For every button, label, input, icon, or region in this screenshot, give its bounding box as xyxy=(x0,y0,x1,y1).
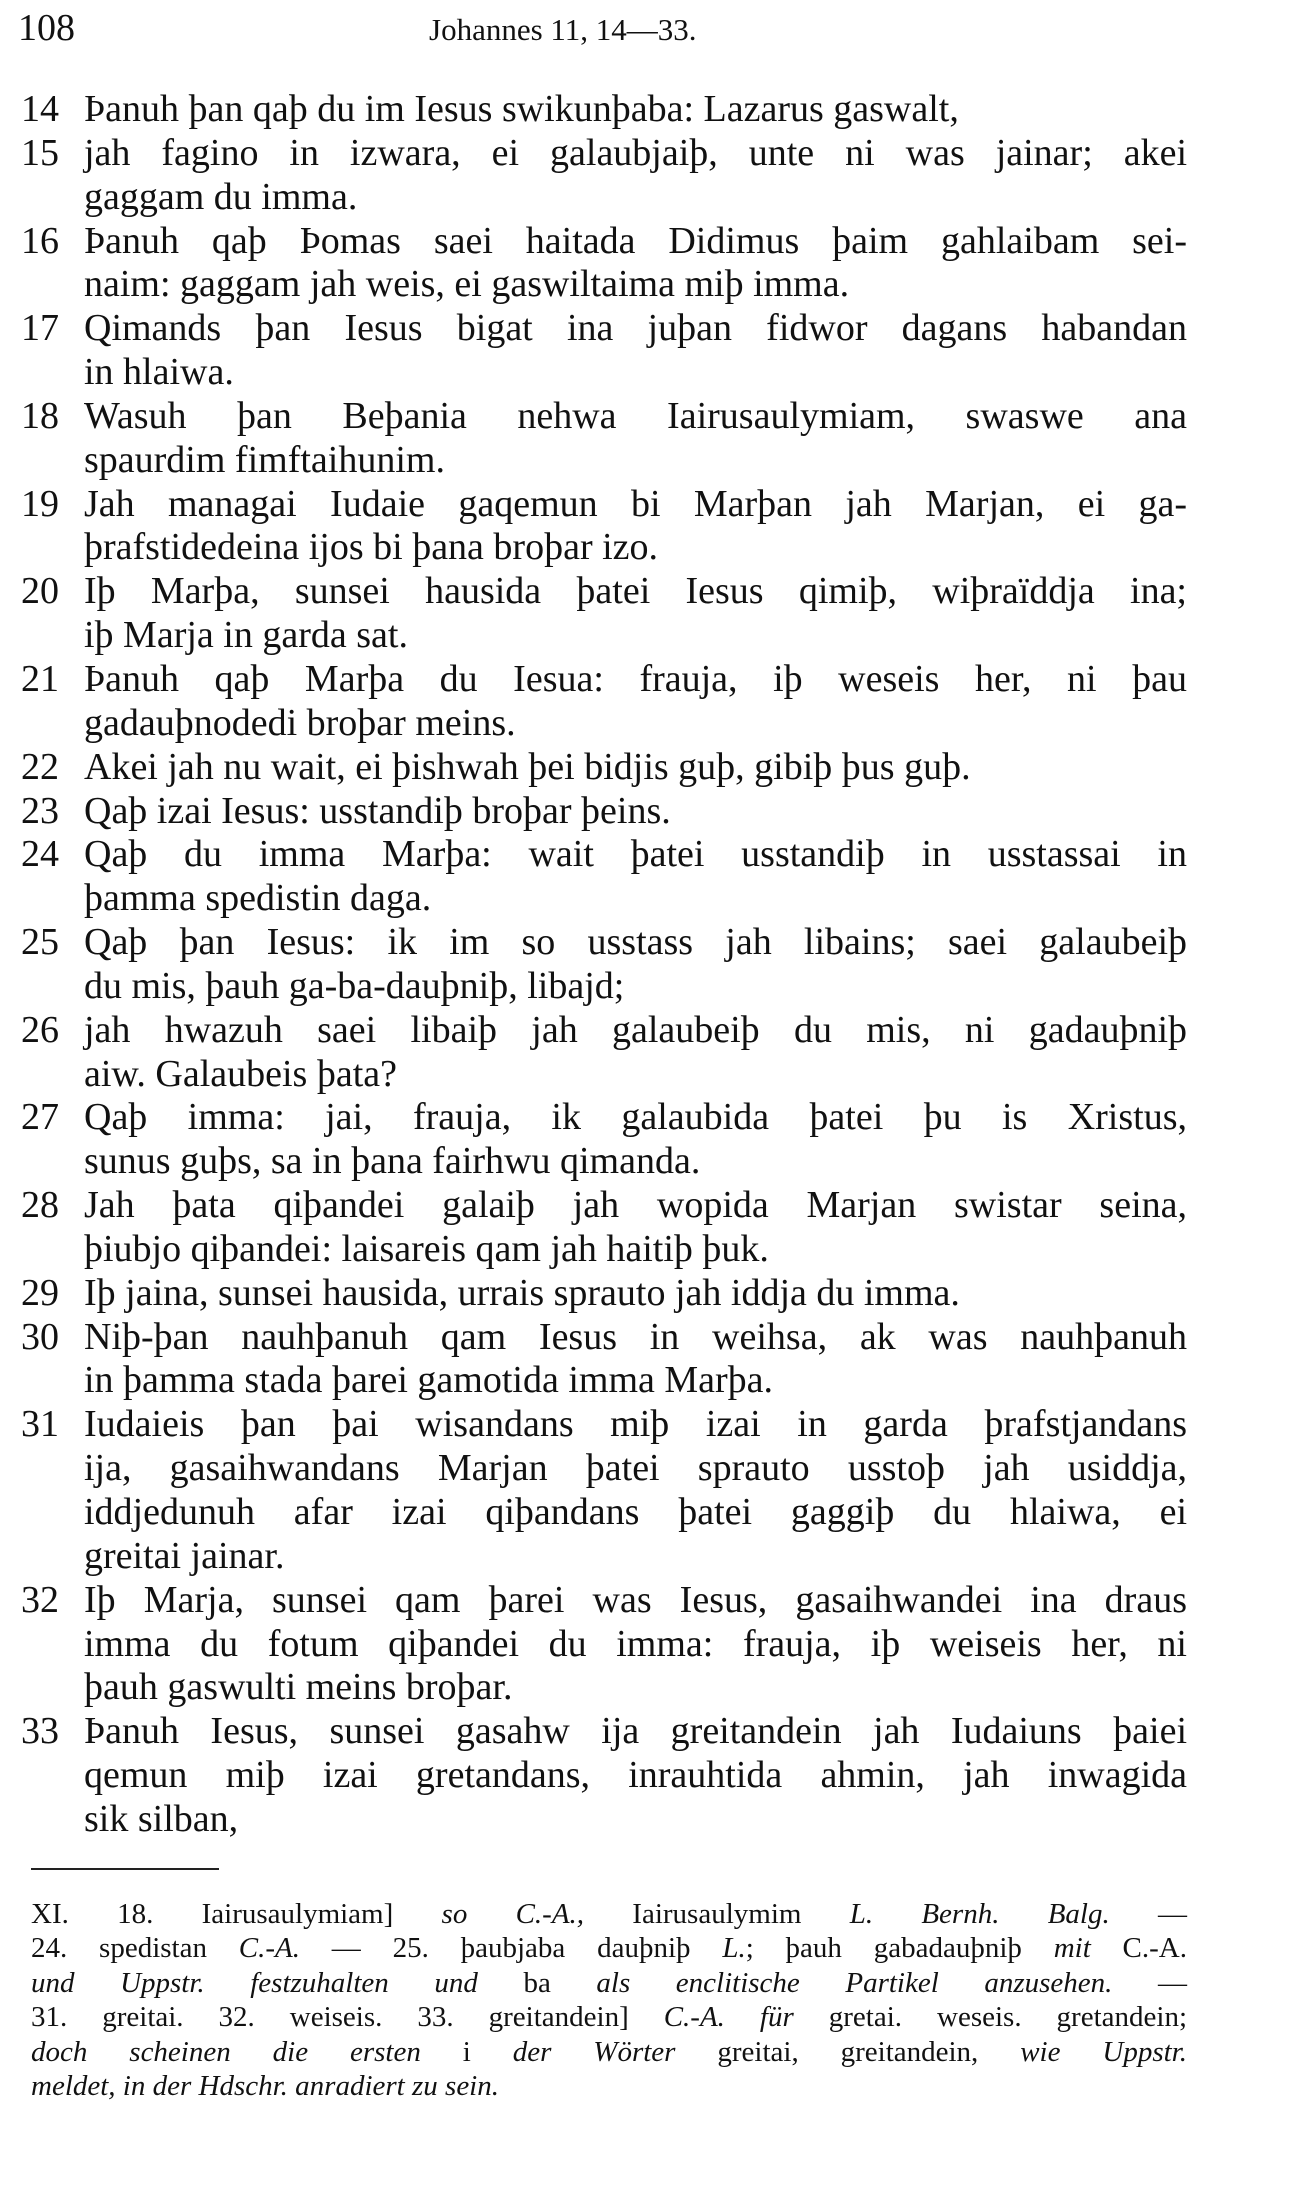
verse-text: naim: gaggam jah weis, ei gaswiltaima miþ imma. xyxy=(84,263,850,306)
verse-text: Jah managai Iudaie gaqemun bi Marþan jah Marjan, ei ga- xyxy=(84,482,1187,525)
verse-line xyxy=(21,1316,1187,1360)
verse-number: 20 xyxy=(21,570,59,613)
verse-text-body xyxy=(21,88,1187,1842)
verse-number: 27 xyxy=(21,1096,59,1139)
verse-number: 16 xyxy=(21,219,59,262)
verse-line xyxy=(21,1272,1187,1316)
footnote-line xyxy=(31,1897,1187,1931)
verse-text: Akei jah nu wait, ei þishwah þei bidjis guþ, gibiþ þus guþ. xyxy=(84,745,971,788)
footnote-italic-text: C.-A. xyxy=(238,1932,300,1965)
verse-text: Iudaieis þan þai wisandans miþ izai in garda þrafstjandans xyxy=(84,1403,1187,1446)
verse-text: aiw. Galaubeis þata? xyxy=(84,1052,397,1095)
verse-text: iddjedunuh afar izai qiþandans þatei gaggiþ du hlaiwa, ei xyxy=(84,1491,1187,1533)
footnote-italic-text: L. Bernh. Balg. xyxy=(849,1898,1110,1930)
footnote-line xyxy=(31,2035,1187,2069)
verse-text: þiubjo qiþandei: laisareis qam jah haitiþ þuk. xyxy=(84,1227,769,1270)
footnote-line xyxy=(31,1931,1187,1965)
verse-line xyxy=(21,1359,1187,1403)
footnote-text: gretai. weseis. gretandein; xyxy=(793,2001,1187,2034)
verse-text: Qaþ izai Iesus: usstandiþ broþar þeins. xyxy=(84,789,671,832)
verse-number: 28 xyxy=(21,1184,59,1227)
page-number: 108 xyxy=(18,7,75,49)
verse-line xyxy=(21,833,1187,877)
footnote-line xyxy=(31,2000,1187,2034)
verse-line xyxy=(21,176,1187,220)
footnote-italic-text: C.-A. für xyxy=(663,2001,794,2034)
footnote-italic-text: und Uppstr. festzuhalten und xyxy=(31,1966,478,1999)
verse-line xyxy=(21,88,1187,132)
verse-number: 31 xyxy=(21,1403,59,1446)
verse-number: 21 xyxy=(21,657,59,700)
verse-text: qemun miþ izai gretandans, inrauhtida ahmin, jah inwagida xyxy=(84,1754,1187,1797)
verse-line xyxy=(21,263,1187,307)
verse-number: 33 xyxy=(21,1710,59,1753)
footnote-text: Iairusaulymim xyxy=(584,1898,850,1930)
verse-line xyxy=(21,1447,1187,1491)
verse-line xyxy=(21,746,1187,790)
verse-text: Qaþ þan Iesus: ik im so usstass jah libains; saei galaubeiþ xyxy=(84,921,1187,964)
footnote-text: greitai, greitandein, xyxy=(675,2035,1021,2068)
verse-text: jah fagino in izwara, ei galaubjaiþ, unte ni was jainar; akei xyxy=(84,131,1187,174)
verse-text: þrafstidedeina ijos bi þana broþar izo. xyxy=(84,526,659,569)
verse-line xyxy=(21,614,1187,658)
verse-text: gadauþnodedi broþar meins. xyxy=(84,701,516,744)
verse-number: 18 xyxy=(21,394,59,437)
verse-line xyxy=(21,702,1187,746)
footnote-italic-text: der Wörter xyxy=(512,2035,676,2068)
footnote-italic-text: mit xyxy=(1053,1932,1091,1965)
footnote-italic-text: L. xyxy=(722,1932,746,1965)
verse-text: spaurdim fimftaihunim. xyxy=(84,438,445,481)
verse-line xyxy=(21,1228,1187,1272)
footnote-text: i xyxy=(420,2035,513,2068)
verse-line xyxy=(21,877,1187,921)
running-head: Johannes 11, 14—33. xyxy=(429,12,697,47)
verse-text: Þanuh qaþ Marþa du Iesua: frauja, iþ weseis her, ni þau xyxy=(84,657,1187,700)
verse-number: 29 xyxy=(21,1271,59,1314)
verse-line xyxy=(21,921,1187,965)
verse-line xyxy=(21,351,1187,395)
verse-text: Þanuh qaþ Þomas saei haitada Didimus þaim gahlaibam sei- xyxy=(84,219,1187,262)
verse-line xyxy=(21,483,1187,527)
verse-line xyxy=(21,1096,1187,1140)
verse-number: 25 xyxy=(21,921,59,964)
footnote-text: 31. greitai. 32. weiseis. 33. greitandein] xyxy=(31,2001,664,2034)
verse-text: in hlaiwa. xyxy=(84,351,234,394)
verse-text: þauh gaswulti meins broþar. xyxy=(84,1666,513,1709)
verse-text: Qaþ du imma Marþa: wait þatei usstandiþ in usstassai in xyxy=(84,833,1187,876)
verse-text: sik silban, xyxy=(84,1797,239,1840)
verse-number: 22 xyxy=(21,745,59,788)
verse-line xyxy=(21,1623,1187,1667)
verse-line xyxy=(21,395,1187,439)
footnote-text: — xyxy=(1109,1898,1188,1930)
verse-line xyxy=(21,1403,1187,1447)
verse-line xyxy=(21,570,1187,614)
verse-line xyxy=(21,1754,1187,1798)
verse-line xyxy=(21,1535,1187,1579)
verse-line xyxy=(21,790,1187,834)
verse-text: sunus guþs, sa in þana fairhwu qimanda. xyxy=(84,1140,701,1183)
verse-line xyxy=(21,1666,1187,1710)
footnote-text: ; þauh gabadauþniþ xyxy=(745,1932,1054,1965)
footnote-italic-text: wie Uppstr. xyxy=(1020,2035,1187,2068)
verse-line xyxy=(21,1710,1187,1754)
verse-line xyxy=(21,1491,1187,1535)
footnote-divider xyxy=(31,1868,219,1870)
verse-text: gaggam du imma. xyxy=(84,175,358,218)
footnote-text: — 25. þaubjaba dauþniþ xyxy=(299,1932,723,1965)
verse-line xyxy=(21,1140,1187,1184)
verse-line xyxy=(21,220,1187,264)
verse-number: 26 xyxy=(21,1008,59,1051)
verse-number: 23 xyxy=(21,789,59,832)
footnote-text: ba xyxy=(477,1966,597,1999)
verse-line xyxy=(21,1798,1187,1842)
verse-text: ija, gasaihwandans Marjan þatei sprauto usstoþ jah usiddja, xyxy=(84,1447,1187,1490)
footnote-line xyxy=(31,1966,1187,2000)
verse-number: 14 xyxy=(21,88,59,130)
verse-line xyxy=(21,1009,1187,1053)
footnote-line xyxy=(31,2069,1187,2103)
verse-line xyxy=(21,965,1187,1009)
verse-number: 17 xyxy=(21,307,59,350)
verse-line xyxy=(21,132,1187,176)
verse-text: Jah þata qiþandei galaiþ jah wopida Marjan swistar seina, xyxy=(84,1184,1187,1227)
verse-line xyxy=(21,1053,1187,1097)
verse-line xyxy=(21,658,1187,702)
footnote-text: XI. 18. Iairusaulymiam] xyxy=(31,1898,442,1930)
verse-text: Iþ Marþa, sunsei hausida þatei Iesus qimiþ, wiþraïddja ina; xyxy=(84,570,1187,613)
verse-text: greitai jainar. xyxy=(84,1534,285,1577)
footnote-text: C.-A. xyxy=(1090,1932,1187,1965)
verse-text: þamma spedistin daga. xyxy=(84,877,432,920)
verse-number: 30 xyxy=(21,1315,59,1358)
verse-number: 15 xyxy=(21,131,59,174)
verse-text: Wasuh þan Beþania nehwa Iairusaulymiam, swaswe ana xyxy=(84,394,1187,437)
verse-line xyxy=(21,307,1187,351)
footnotes xyxy=(31,1897,1187,2103)
footnote-italic-text: meldet, in der Hdschr. anradiert zu sein. xyxy=(31,2069,499,2102)
verse-number: 19 xyxy=(21,482,59,525)
verse-text: Iþ Marja, sunsei qam þarei was Iesus, gasaihwandei ina draus xyxy=(84,1578,1187,1621)
footnote-italic-text: als enclitische Partikel anzusehen. xyxy=(596,1966,1113,1999)
footnote-italic-text: so C.-A., xyxy=(441,1898,585,1930)
verse-number: 24 xyxy=(21,833,59,876)
verse-text: Þanuh Iesus, sunsei gasahw ija greitandein jah Iudaiuns þaiei xyxy=(84,1710,1187,1753)
verse-text: du mis, þauh ga-ba-dauþniþ, libajd; xyxy=(84,964,625,1007)
verse-text: iþ Marja in garda sat. xyxy=(84,614,408,657)
verse-line xyxy=(21,1184,1187,1228)
verse-line xyxy=(21,439,1187,483)
verse-line xyxy=(21,1579,1187,1623)
verse-text: jah hwazuh saei libaiþ jah galaubeiþ du mis, ni gadauþniþ xyxy=(84,1008,1187,1051)
verse-number: 32 xyxy=(21,1578,59,1621)
footnote-text: — xyxy=(1112,1966,1188,1999)
verse-text: Iþ jaina, sunsei hausida, urrais sprauto jah iddja du imma. xyxy=(84,1271,960,1314)
verse-text: imma du fotum qiþandei du imma: frauja, iþ weiseis her, ni xyxy=(84,1622,1187,1665)
verse-line xyxy=(21,526,1187,570)
verse-text: Niþ-þan nauhþanuh qam Iesus in weihsa, ak was nauhþanuh xyxy=(84,1315,1187,1358)
footnote-text: 24. spedistan xyxy=(31,1932,239,1965)
footnote-italic-text: doch scheinen die ersten xyxy=(31,2035,421,2068)
verse-text: in þamma stada þarei gamotida imma Marþa. xyxy=(84,1359,774,1402)
verse-text: Þanuh þan qaþ du im Iesus swikunþaba: Lazarus gaswalt, xyxy=(84,88,959,130)
verse-text: Qaþ imma: jai, frauja, ik galaubida þatei þu is Xristus, xyxy=(84,1096,1187,1139)
verse-text: Qimands þan Iesus bigat ina juþan fidwor dagans habandan xyxy=(84,307,1187,350)
